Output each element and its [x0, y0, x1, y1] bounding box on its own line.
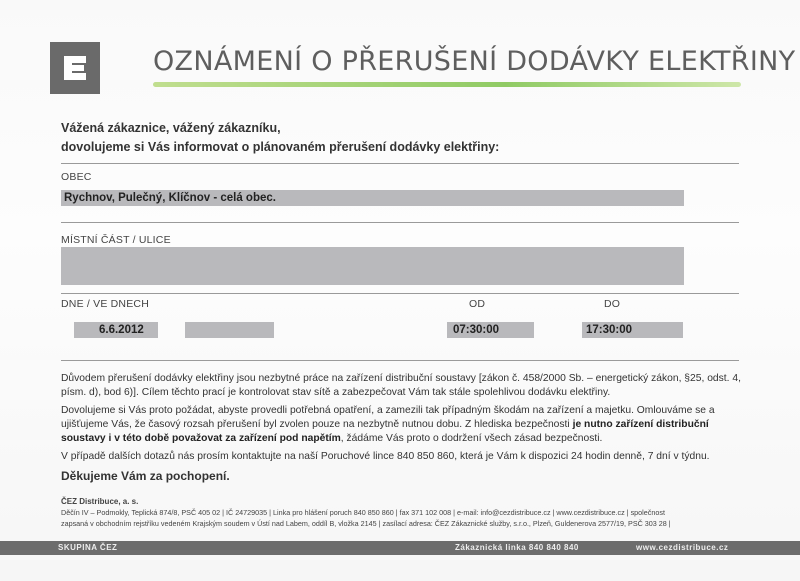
divider	[61, 360, 739, 361]
date-label: DNE / VE DNECH	[61, 298, 149, 310]
do-value: 17:30:00	[586, 324, 633, 336]
cez-logo	[50, 42, 100, 94]
web-label: www.cezdistribuce.cz	[636, 543, 729, 552]
od-label: OD	[469, 298, 486, 310]
paragraph-safety	[61, 404, 741, 446]
divider	[61, 222, 739, 223]
mistni-cast-label: MÍSTNÍ ČÁST / ULICE	[61, 234, 171, 246]
od-value: 07:30:00	[453, 324, 500, 336]
footer-line2: zapsaná v obchodním rejstříku vedeném Krajským soudem v Ústí nad Labem, oddíl B, vložka 2145 | zasílací adresa: ČEZ Zákaznické služby, s.r.o., Plzeň, Guldenerova 2577/19, PSČ 303 28 |	[61, 519, 671, 528]
divider	[61, 293, 739, 294]
paragraph-reason: Důvodem přerušení dodávky elektřiny jsou nezbytné práce na zařízení distribuční soustavy [zákon č. 458/2000 Sb. – energetický zákon, §25, odst. 4, písm. d), bod 6)]. Cílem těchto prací je kontrolovat stav sítě a zabezpečovat Vám tak stále spolehlivou dodávku elektřiny.	[61, 373, 741, 398]
title-underline	[153, 82, 741, 87]
obec-label: OBEC	[61, 171, 92, 183]
safety-text-a: Dovolujeme si Vás proto požádat, abyste provedli potřebná opatření, a zamezili tak případným škodám na zařízení a majetku. Omlouváme se a ujišťujeme Vás, že časový rozsah přerušení byl zvolen pouze na nezbytně nutnou dobu. Z hlediska bezpečnosti	[61, 405, 715, 430]
date-value: 6.6.2012	[99, 324, 144, 336]
mistni-cast-field	[61, 247, 684, 285]
footer-company-name: ČEZ Distribuce, a. s.	[61, 497, 139, 506]
hotline-label: Zákaznická linka 840 840 840	[455, 543, 579, 552]
footer-line1: Děčín IV – Podmokly, Teplická 874/8, PSČ 405 02 | IČ 24729035 | Linka pro hlášení poruch 840 850 860 | fax 371 102 008 | e-mail: info@cezdistribuce.cz | www.cezdistribuce.cz | společnost	[61, 508, 665, 517]
group-label: SKUPINA ČEZ	[58, 543, 118, 552]
greeting-line1: Vážená zákaznice, vážený zákazníku,	[61, 121, 281, 135]
obec-value: Rychnov, Pulečný, Klíčnov - celá obec.	[64, 192, 276, 204]
safety-text-bold: je nutno zařízení distribuční soustavy i v této době považovat za zařízení pod napětím	[61, 419, 709, 444]
greeting-line2: dovolujeme si Vás informovat o plánovaném přerušení dodávky elektřiny:	[61, 140, 500, 154]
date-field-2	[185, 322, 274, 338]
page-title: OZNÁMENÍ O PŘERUŠENÍ DODÁVKY ELEKTŘINY	[153, 46, 796, 77]
thanks-text: Děkujeme Vám za pochopení.	[61, 469, 230, 483]
cez-logo-icon	[50, 42, 100, 94]
safety-text-c: , žádáme Vás proto o dodržení všech zásad bezpečnosti.	[340, 433, 603, 444]
do-label: DO	[604, 298, 621, 310]
greeting	[61, 119, 499, 157]
divider	[61, 163, 739, 164]
footer-company	[61, 496, 751, 507]
paragraph-contact: V případě dalších dotazů nás prosím kontaktujte na naší Poruchové lince 840 850 860, která je Vám k dispozici 24 hodin denně, 7 dní v týdnu.	[61, 451, 710, 462]
